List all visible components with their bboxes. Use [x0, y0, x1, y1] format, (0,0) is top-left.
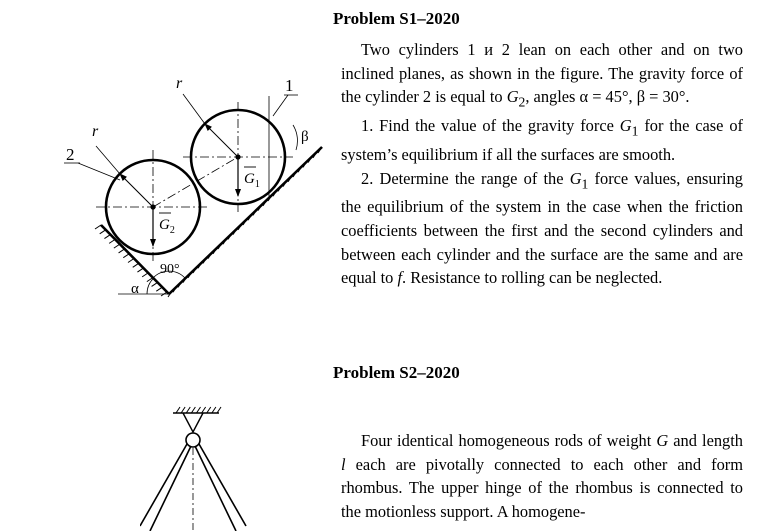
hatch-line	[186, 407, 190, 413]
center-lines	[96, 102, 293, 262]
hatch-line	[207, 407, 211, 413]
hatch-line	[176, 407, 180, 413]
leader-1	[273, 95, 288, 116]
plane-hatching	[95, 147, 322, 297]
label-beta: β	[301, 129, 309, 145]
problem-s2-paragraph-1: Four identical homogeneous rods of weight G and length l each are pivotally connected to each other and form rhombus. The upper hinge of the rhombus is connected to the motionless support. A homogene-	[341, 431, 743, 521]
label-2: 2	[66, 145, 75, 164]
hatch-line	[191, 407, 195, 413]
support-hatching	[176, 407, 221, 413]
cylinders-diagram	[60, 70, 330, 310]
radius-arrow-1	[205, 124, 238, 157]
problem-s1-paragraph-1: Two cylinders 1 и 2 lean on each other and on two inclined planes, as shown in the figure. The gravity force of the cylinder 2 is equal to $G_2$, angles α = 45°, β = 30°.	[341, 40, 743, 110]
radius-arrow-2	[120, 174, 153, 207]
rhombus-diagram	[140, 395, 260, 531]
problem-s1-paragraph-2: 1. Find the value of the gravity force $G_1$ for the case of system’s equilibrium if all the surfaces are smooth.	[341, 116, 743, 164]
label-g1: $G_1$	[244, 171, 260, 190]
hatch-line	[217, 407, 221, 413]
label-r-top: r	[176, 75, 183, 92]
support-triangle	[183, 413, 203, 432]
label-1: 1	[285, 76, 294, 95]
label-90: 90°	[160, 262, 180, 277]
hatch-line	[197, 407, 201, 413]
problem-s2-title: Problem S2–2020	[333, 363, 460, 382]
hatch-line	[95, 225, 101, 229]
upper-hinge	[186, 433, 200, 447]
hatch-line	[202, 407, 206, 413]
figure-cylinders	[60, 70, 330, 310]
problem-s2-text	[341, 429, 743, 523]
beta-arc	[293, 125, 297, 150]
hatch-line	[181, 407, 185, 413]
problem-s1-paragraph-3: 2. Determine the range of the $G_1$ force values, ensuring the equilibrium of the system in the case when the friction coefficients between the first and the second cylinders and between each cylinder and the surface are the same and are equal to f. Resistance to rolling can be neglected.	[341, 168, 743, 288]
problem-s1-text	[341, 38, 743, 290]
label-r-left: r	[92, 123, 99, 140]
label-g2: $G_2$	[159, 217, 175, 236]
radius-leader-2	[96, 146, 120, 174]
hatch-line	[212, 407, 216, 413]
problem-s1-title: Problem S1–2020	[333, 9, 460, 28]
rhombus-rods	[140, 444, 246, 531]
figure-rhombus	[140, 395, 260, 531]
label-alpha: α	[131, 281, 139, 297]
radius-leader-1	[183, 94, 205, 124]
leader-2	[78, 163, 120, 180]
